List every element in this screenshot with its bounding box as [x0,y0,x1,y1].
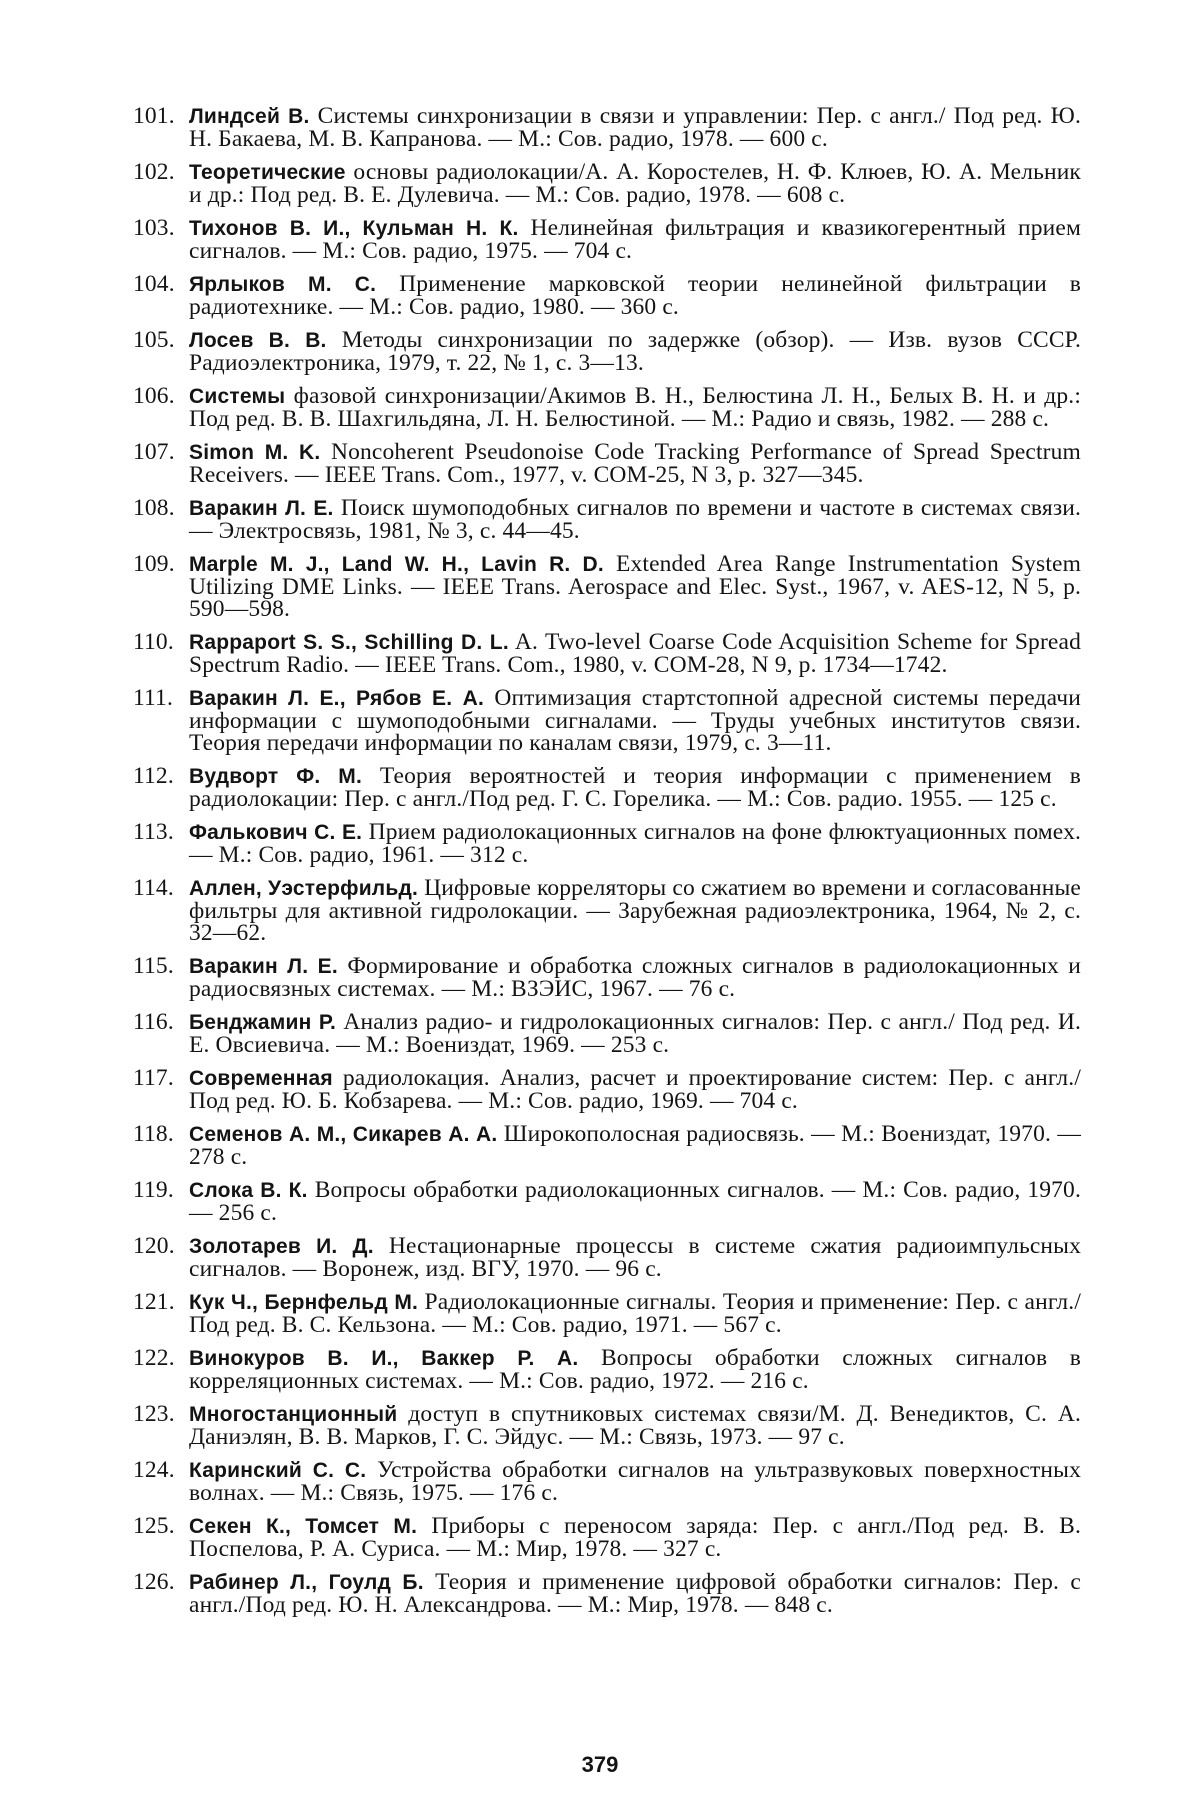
reference-authors: Simon M. K. [189,441,321,464]
reference-item [133,441,1081,486]
reference-authors: Системы [189,385,286,408]
reference-item [133,1571,1081,1616]
reference-number: 120. [133,1233,175,1259]
reference-authors: Rappaport S. S., Schilling D. L. [189,631,509,654]
reference-number: 102. [133,159,175,185]
reference-text: Вопросы обработки сложных сигналов в корреляционных системах. — М.: Сов. радио, 1972. — 216 с. [189,1345,1081,1394]
reference-text: Устройства обработки сигналов на ультразвуковых поверхностных волнах. — М.: Связь, 1975. — 176 с. [189,1457,1081,1506]
reference-number: 115. [133,953,174,979]
page-number: 379 [581,1752,619,1777]
reference-number: 110. [133,629,174,655]
reference-text: Широкополосная радиосвязь. — М.: Воениздат, 1970. — 278 с. [189,1121,1081,1170]
reference-item [133,217,1081,262]
reference-authors: Каринский С. С. [189,1459,367,1482]
reference-text: фазовой синхронизации/Акимов В. Н., Белюстина Л. Н., Белых В. Н. и др.: Под ред. В. В. Шахгильдяна, Л. Н. Белюстиной. — М.: Радио и связь, 1982. — 288 с. [189,383,1081,432]
reference-number: 103. [133,215,175,241]
reference-text: Теория и применение цифровой обработки сигналов: Пер. с англ./Под ред. Ю. Н. Александрова. — М.: Мир, 1978. — 848 с. [189,1569,1081,1618]
reference-text: Теория вероятностей и теория информации с применением в радиолокации: Пер. с англ./Под ред. Г. С. Горелика. — М.: Сов. радио. 1955. — 125 с. [189,763,1081,812]
reference-item [133,273,1081,318]
reference-item [133,877,1081,944]
reference-text: Вопросы обработки радиолокационных сигналов. — М.: Сов. радио, 1970. — 256 с. [189,1177,1081,1226]
reference-authors: Вудворт Ф. М. [189,765,363,788]
reference-item [133,1011,1081,1056]
reference-number: 114. [133,875,174,901]
reference-number: 119. [133,1177,174,1203]
reference-text: радиолокация. Анализ, расчет и проектирование систем: Пер. с англ./Под ред. Ю. Б. Кобзарева. — М.: Сов. радио, 1969. — 704 с. [189,1065,1081,1114]
reference-number: 107. [133,439,175,465]
reference-number: 109. [133,551,175,577]
reference-text: Нестационарные процессы в системе сжатия радиоимпульсных сигналов. — Воронеж, изд. ВГУ, 1970. — 96 с. [189,1233,1081,1282]
reference-item [133,329,1081,374]
reference-text: доступ в спутниковых системах связи/М. Д. Венедиктов, С. А. Даниэлян, В. В. Марков, Г. С. Эйдус. — М.: Связь, 1973. — 97 с. [189,1401,1081,1450]
reference-item [133,1123,1081,1168]
reference-text: Радиолокационные сигналы. Теория и применение: Пер. с англ./Под ред. В. С. Кельзона. — М.: Сов. радио, 1971. — 567 с. [189,1289,1082,1338]
reference-authors: Секен К., Томсет М. [189,1515,418,1538]
reference-text: Методы синхронизации по задержке (обзор). — Изв. вузов СССР. Радиоэлектроника, 1979, т. 22, № 1, с. 3—13. [189,327,1081,376]
reference-text: Цифровые корреляторы со сжатием во времени и согласованные фильтры для активной гидролокации. — Зарубежная радиоэлектроника, 1964, № 2, с. 32—62. [189,875,1081,946]
reference-item [133,765,1081,810]
reference-authors: Ярлыков М. С. [189,273,377,296]
reference-authors: Рабинер Л., Гоулд Б. [189,1571,424,1594]
reference-authors: Аллен, Уэстерфильд. [189,877,419,900]
reference-item [133,821,1081,866]
reference-number: 124. [133,1457,175,1483]
reference-authors: Теоретические [189,161,346,184]
reference-list [133,105,1081,1627]
reference-text: Формирование и обработка сложных сигналов в радиолокационных и радиосвязных системах. — М.: ВЗЭИС, 1967. — 76 с. [189,953,1082,1002]
reference-item [133,1459,1081,1504]
reference-item [133,553,1081,620]
reference-number: 125. [133,1513,175,1539]
reference-item [133,105,1081,150]
reference-authors: Многостанционный [189,1403,398,1426]
reference-authors: Бенджамин Р. [189,1011,337,1034]
reference-number: 104. [133,271,175,297]
reference-text: Нелинейная фильтрация и квазикогерентный прием сигналов. — М.: Сов. радио, 1975. — 704 с. [189,215,1081,264]
reference-item [133,1067,1081,1112]
reference-authors: Слока В. К. [189,1179,308,1202]
reference-authors: Варакин Л. Е., Рябов Е. А. [189,687,485,710]
reference-authors: Лосев В. В. [189,329,327,352]
reference-number: 121. [133,1289,175,1315]
reference-number: 117. [133,1065,174,1091]
reference-authors: Варакин Л. Е. [189,955,338,978]
reference-number: 108. [133,495,175,521]
reference-authors: Винокуров В. И., Ваккер Р. А. [189,1347,579,1370]
reference-number: 112. [133,763,174,789]
reference-authors: Фалькович С. Е. [189,821,363,844]
reference-number: 122. [133,1345,175,1371]
reference-item [133,161,1081,206]
reference-item [133,497,1081,542]
reference-authors: Золотарев И. Д. [189,1235,374,1258]
reference-text: Анализ радио- и гидролокационных сигналов: Пер. с англ./ Под ред. И. Е. Овсиевича. — М.: Воениздат, 1969. — 253 с. [189,1009,1082,1058]
reference-authors: Современная [189,1067,333,1090]
reference-number: 116. [133,1009,174,1035]
reference-item [133,1179,1081,1224]
reference-item [133,1347,1081,1392]
reference-number: 111. [133,685,173,711]
reference-item [133,1235,1081,1280]
reference-item [133,955,1081,1000]
reference-number: 123. [133,1401,175,1427]
reference-text: Приборы с переносом заряда: Пер. с англ./Под ред. В. В. Поспелова, Р. А. Суриса. — М.: Мир, 1978. — 327 с. [189,1513,1081,1562]
reference-item [133,631,1081,676]
reference-text: Прием радиолокационных сигналов на фоне флюктуационных помех. — М.: Сов. радио, 1961. — 312 с. [189,819,1082,868]
reference-authors: Семенов А. М., Сикарев А. А. [189,1123,498,1146]
reference-authors: Линдсей В. [189,105,310,128]
reference-text: Оптимизация стартстопной адресной системы передачи информации с шумоподобными сигналами. — Труды учебных институтов связи. Теория передачи информации по каналам связи, 1979, с. 3—11. [189,685,1081,756]
reference-text: Системы синхронизации в связи и управлении: Пер. с англ./ Под ред. Ю. Н. Бакаева, М. В. Капранова. — М.: Сов. радио, 1978. — 600 с. [189,103,1081,152]
reference-item [133,1515,1081,1560]
reference-authors: Кук Ч., Бернфельд М. [189,1291,419,1314]
reference-text: A. Two-level Coarse Code Acquisition Scheme for Spread Spectrum Radio. — IEEE Trans. Com., 1980, v. COM-28, N 9, p. 1734—1742. [189,629,1081,678]
reference-authors: Тихонов В. И., Кульман Н. К. [189,217,519,240]
reference-number: 126. [133,1569,175,1595]
reference-number: 118. [133,1121,174,1147]
reference-text: основы радиолокации/А. А. Коростелев, Н. Ф. Клюев, Ю. А. Мельник и др.: Под ред. В. Е. Дулевича. — М.: Сов. радио, 1978. — 608 с. [189,159,1081,208]
reference-authors: Marple M. J., Land W. H., Lavin R. D. [189,553,604,576]
reference-number: 101. [133,103,175,129]
reference-item [133,1403,1081,1448]
reference-item [133,1291,1081,1336]
reference-number: 106. [133,383,175,409]
reference-text: Применение марковской теории нелинейной фильтрации в радиотехнике. — М.: Сов. радио, 1980. — 360 с. [189,271,1081,320]
reference-item [133,687,1081,754]
reference-item [133,385,1081,430]
reference-number: 105. [133,327,175,353]
reference-text: Noncoherent Pseudonoise Code Tracking Performance of Spread Spectrum Receivers. — IEEE Trans. Com., 1977, v. COM-25, N 3, p. 327—345. [189,439,1081,488]
reference-authors: Варакин Л. Е. [189,497,334,520]
reference-text: Extended Area Range Instrumentation System Utilizing DME Links. — IEEE Trans. Aerospace and Elec. Syst., 1967, v. AES-12, N 5, p. 590—598. [189,551,1082,622]
reference-text: Поиск шумоподобных сигналов по времени и частоте в системах связи. — Электросвязь, 1981, № 3, с. 44—45. [189,495,1082,544]
reference-number: 113. [133,819,174,845]
